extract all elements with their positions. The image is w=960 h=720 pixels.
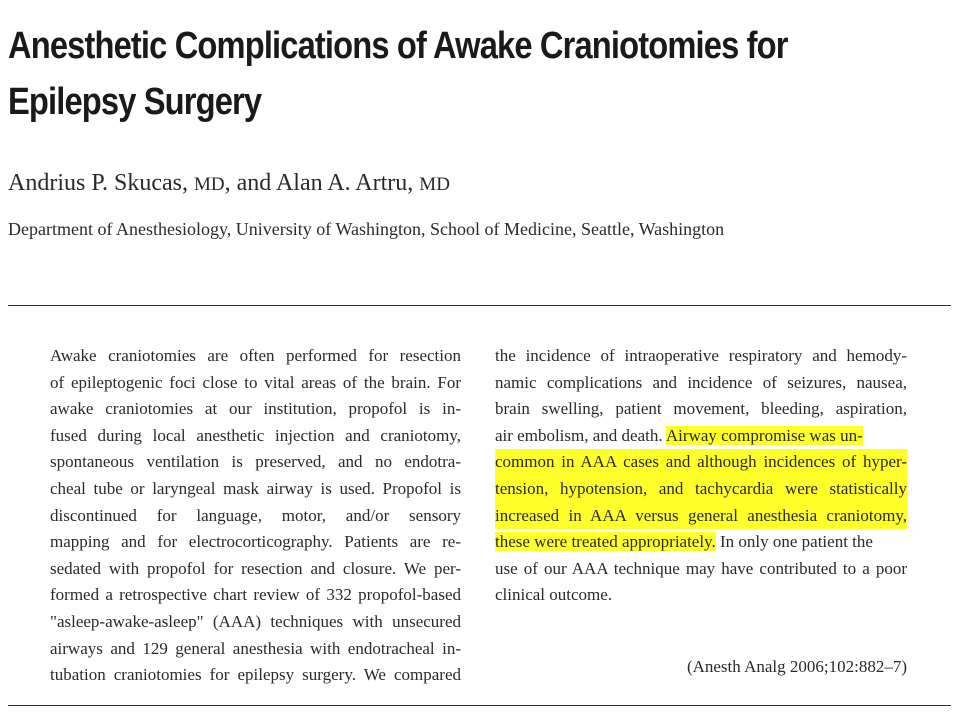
abstract-line: namic complications and incidence of seizures, nausea, <box>495 372 907 392</box>
abstract-line: tubation craniotomies for epilepsy surgery. We compared <box>50 665 461 685</box>
abstract-line: Awake craniotomies are often performed for resection <box>50 346 461 365</box>
abstract-right-column <box>495 343 907 609</box>
abstract-text: In only one patient the <box>719 532 873 552</box>
abstract-text: air embolism, and death. <box>495 425 663 445</box>
bottom-divider <box>8 705 951 706</box>
abstract-line: sedated with propofol for resection and closure. We per- <box>50 558 461 578</box>
abstract-line: discontinued for language, motor, and/or sensory <box>50 505 461 525</box>
highlighted-text: Airway compromise was un- <box>665 425 863 445</box>
highlighted-line: common in AAA cases and although incidences of hyper- <box>495 449 907 476</box>
abstract-line: of epileptogenic foci close to vital areas of the brain. For <box>50 372 461 392</box>
abstract-line: formed a retrospective chart review of 332 propofol-based <box>50 585 461 605</box>
abstract-line: use of our AAA technique may have contributed to a poor <box>495 558 907 578</box>
affiliation: Department of Anesthesiology, University of Washington, School of Medicine, Seattle, Washington <box>8 219 725 239</box>
abstract-line: the incidence of intraoperative respiratory and hemody- <box>495 346 907 365</box>
authors-join: , and Alan A. Artru, <box>224 170 414 196</box>
abstract-line: spontaneous ventilation is preserved, and no endotra- <box>50 452 461 472</box>
citation: (Anesth Analg 2006;102:882–7) <box>686 657 907 676</box>
abstract-left-column <box>50 343 461 689</box>
abstract-line: "asleep-awake-asleep" (AAA) techniques with unsecured <box>50 611 461 631</box>
highlighted-line: tension, hypotension, and tachycardia were statistically <box>495 476 907 503</box>
abstract-line <box>495 529 907 556</box>
abstract-line <box>495 423 907 450</box>
abstract-line: airways and 129 general anesthesia with endotracheal in- <box>50 638 461 658</box>
abstract-line: awake craniotomies at our institution, propofol is in- <box>50 399 461 419</box>
highlighted-text: these were treated appropriately. <box>495 532 716 552</box>
abstract-line: mapping and for electrocorticography. Patients are re- <box>50 532 461 552</box>
author-list <box>8 168 450 200</box>
abstract-line: clinical outcome. <box>495 585 613 605</box>
top-divider <box>8 305 951 306</box>
author-1-degree: MD <box>194 174 225 195</box>
highlighted-line: increased in AAA versus general anesthesia craniotomy, <box>495 503 907 530</box>
article-title-line-2: Epilepsy Surgery <box>8 81 262 123</box>
article-title <box>8 18 788 130</box>
abstract-line: cheal tube or laryngeal mask airway is used. Propofol is <box>50 478 461 498</box>
author-2-degree: MD <box>419 174 450 195</box>
author-1-name: Andrius P. Skucas, <box>8 170 189 196</box>
abstract-line: fused during local anesthetic injection and craniotomy, <box>50 425 461 445</box>
abstract-line: brain swelling, patient movement, bleeding, aspiration, <box>495 399 907 419</box>
article-title-line-1: Anesthetic Complications of Awake Craniotomies for <box>8 25 788 67</box>
